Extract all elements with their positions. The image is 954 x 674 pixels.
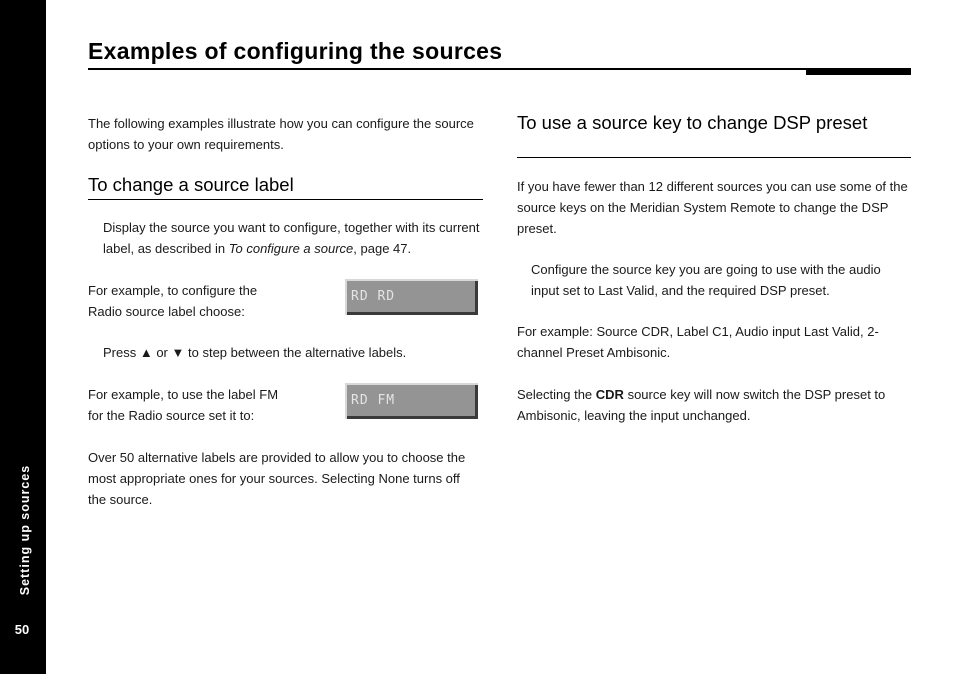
display-rd-fm: RD FM bbox=[345, 383, 478, 419]
step2-text-mid: or bbox=[152, 345, 172, 360]
left-step-1 bbox=[103, 217, 483, 259]
page-title: Examples of configuring the sources bbox=[88, 38, 503, 64]
title-rule-block bbox=[806, 68, 911, 75]
step1-text-post: , page 47. bbox=[353, 241, 412, 256]
display-rd-rd: RD RD bbox=[345, 279, 478, 315]
right-step: Configure the source key you are going to use with the audio input set to Last Valid, and the required DSP preset. bbox=[531, 262, 881, 298]
step2-text-post: to step between the alternative labels. bbox=[184, 345, 407, 360]
step1-reference: To configure a source bbox=[228, 241, 354, 256]
left-heading-rule bbox=[88, 199, 483, 200]
cdr-key-label: CDR bbox=[595, 387, 624, 402]
result-text-post: source key will now switch the DSP preset to Ambisonic, leaving the input unchanged. bbox=[517, 387, 886, 423]
left-closing: Over 50 alternative labels are provided to allow you to choose the most appropriate ones for your sources. Selecting None turns off the source. bbox=[88, 450, 466, 507]
down-arrow-icon: ▼ bbox=[171, 345, 185, 360]
left-intro: The following examples illustrate how you can configure the source options to your own requirements. bbox=[88, 116, 474, 152]
right-example: For example: Source CDR, Label C1, Audio input Last Valid, 2-channel Preset Ambisonic. bbox=[517, 324, 879, 360]
title-rule bbox=[88, 68, 911, 70]
left-example-2: For example, to use the label FM for the Radio source set it to: bbox=[88, 387, 279, 423]
left-heading: To change a source label bbox=[88, 174, 294, 195]
right-heading-rule bbox=[517, 157, 911, 158]
right-heading: To use a source key to change DSP preset bbox=[517, 112, 868, 133]
result-text-pre: Selecting the bbox=[517, 387, 596, 402]
section-label: Setting up sources bbox=[18, 464, 32, 596]
up-arrow-icon: ▲ bbox=[139, 345, 153, 360]
left-example-1: For example, to configure the Radio source label choose: bbox=[88, 283, 258, 319]
sidebar bbox=[0, 0, 46, 674]
step1-text-pre: Display the source you want to configure, together with its current label, as described in bbox=[103, 220, 480, 256]
right-result bbox=[517, 384, 911, 426]
right-intro: If you have fewer than 12 different sources you can use some of the source keys on the Meridian System Remote to change the DSP preset. bbox=[517, 179, 908, 236]
left-step-2 bbox=[103, 342, 483, 363]
page-number: 50 bbox=[14, 622, 30, 637]
step2-text-pre: Press bbox=[103, 345, 140, 360]
